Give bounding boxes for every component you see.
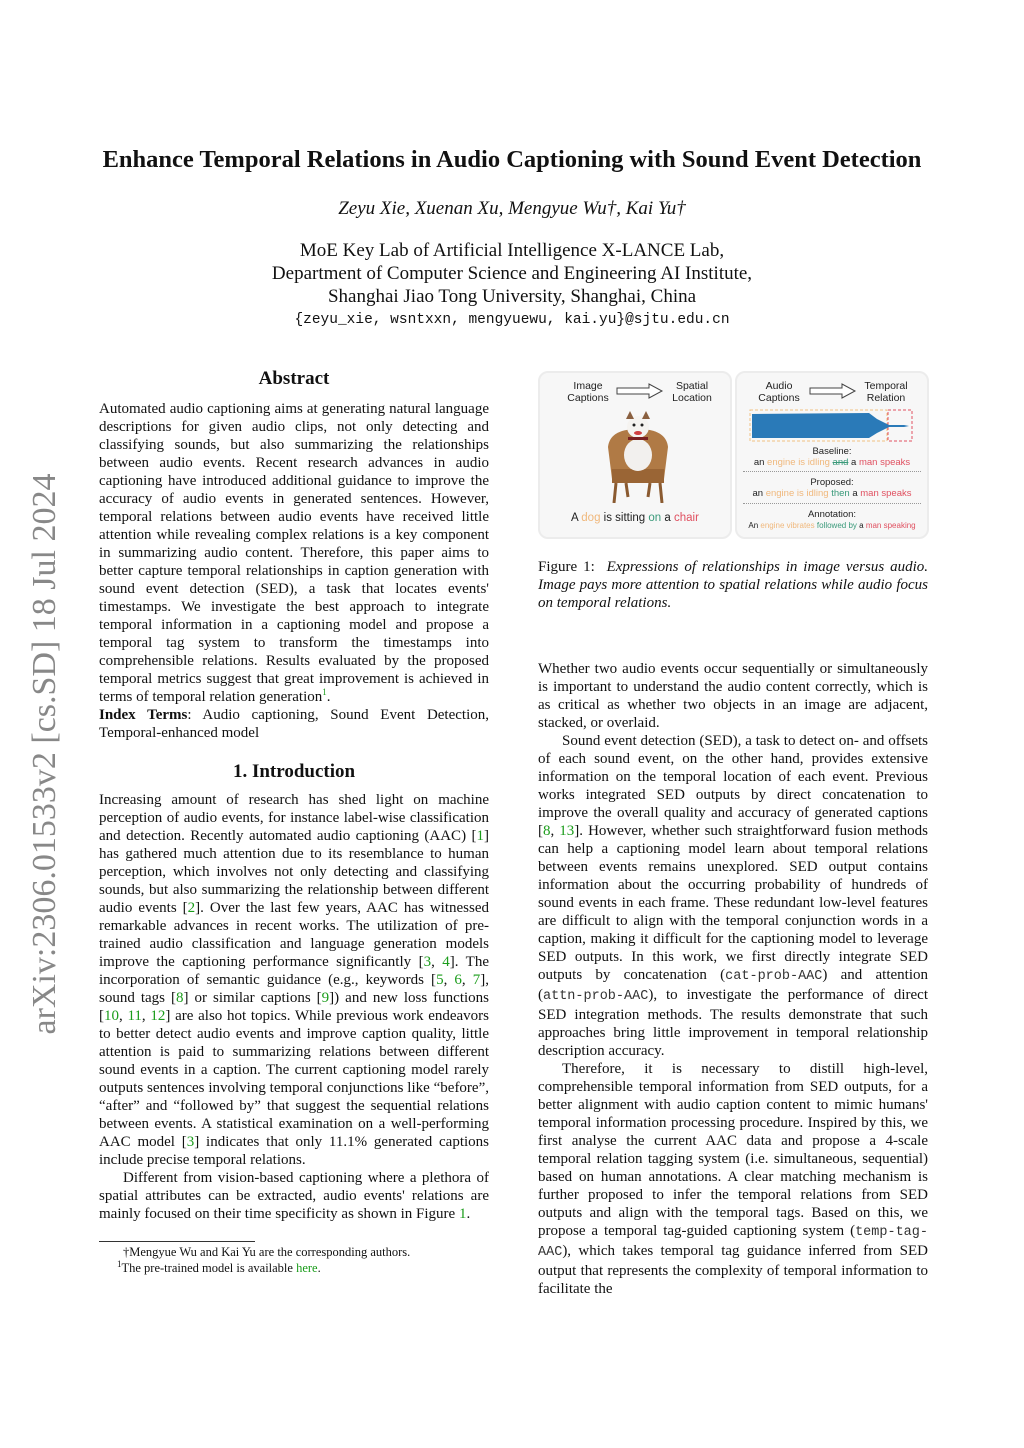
text: ] or similar captions [ [183,990,322,1006]
text: ) and attention ( [538,967,928,1003]
divider [743,503,921,504]
baseline-caption [737,457,927,468]
caption-word: an [753,457,768,468]
citation-link[interactable]: 3 [186,1134,195,1150]
text: . [326,689,331,705]
text: , [443,972,455,988]
annotation-label: Annotation: [807,509,857,520]
text: Different from vision-based captioning where a plethora of spatial attributes can be extracted, audio events' relations are mainly focused on their time specificity as shown in Figure [99,1170,489,1222]
citation-link[interactable]: 9 [321,990,330,1006]
caption-word: a [849,488,861,499]
text: ] are also hot topics. While previous work endeavors to better detect audio events and improve caption quality, little attention is paid to summarizing relations between different sound events in a caption. The current captioning model rarely outputs sentences involving temporal conjunctions like “before”, “after” and “followed by” that suggest the sequential relations between events. A statistical examination on a well-performing AAC model [ [99,1008,490,1150]
citation-link[interactable]: 8 [176,990,184,1006]
figure-caption-label: Figure 1: [538,559,595,575]
divider [743,471,921,472]
index-terms-text: : Audio captioning, Sound Event Detection, Temporal-enhanced model [99,707,490,741]
text: ]. However, whether such straightforward fusion methods can help a captioning model learn about temporal relations between events remains unexplored. SED output contains information about the occurring probability of hundreds of sound events in each frame. These redundant low-level features are difficult to align with the temporal conjunction words in a caption, making it difficult for the captioning model to leverage SED outputs. In this work, we first directly integrate SED outputs by concatenation ( [538,823,928,983]
paragraph [99,400,489,706]
paragraph [538,732,928,1060]
text: ]) and new loss functions [ [99,990,489,1024]
caption-word: followed by [816,521,857,530]
footnote-rule [99,1241,255,1242]
intro-body [99,791,489,1223]
emails: {zeyu_xie, wsntxxn, mengyuewu, kai.yu}@sjtu.edu.cn [294,312,730,328]
annotation-caption [737,521,927,530]
affiliation-line: Department of Computer Science and Engineering AI Institute, [271,263,753,284]
audio-panel [735,371,929,539]
footnote-link[interactable]: 1 [322,687,327,697]
caption-word: engine vibrates [760,521,815,530]
caption-word: a [856,521,866,530]
index-terms [99,706,489,742]
arrow-icon [809,383,857,399]
citation-link[interactable]: 2 [187,900,196,916]
text: Automated audio captioning aims at generating natural language descriptions for given audio clips, not only detecting and classifying sounds, but also summarizing the relationships between audio events. Recent research advances in audio captioning have introduced additional guidance to improve the accuracy of audio events in generated sentences. However, temporal relations between audio events have received little attention while revealing complex relations is a key component in summarizing audio content. Therefore, this paper aims to better capture temporal relationships in caption generation with sound event detection (SED), a task that locates events' timestamps. We investigate the best approach to integrate temporal information in a captioning model and propose a temporal tag system to transform the timestamps into comprehensible relations. Results evaluated by the proposed temporal metrics suggest that great improvement is achieved in terms of temporal relation generation [99,401,489,705]
caption-word: man speaking [865,521,916,530]
caption-word: engine is idling [767,457,830,468]
citation-link[interactable]: 13 [559,823,575,839]
citation-link[interactable]: 7 [472,972,481,988]
abstract-heading: Abstract [258,368,330,389]
text: , [141,1008,151,1024]
footnote-text: The pre-trained model is available [121,1261,297,1275]
citation-link[interactable]: 11 [127,1008,142,1024]
method-name: temp-tag-AAC [538,1225,928,1260]
citation-link[interactable]: 8 [543,823,551,839]
text: , [431,954,443,970]
proposed-label: Proposed: [810,477,854,488]
authors: Zeyu Xie, Xuenan Xu, Mengyue Wu†, Kai Yu† [338,198,686,219]
footnote-number: 1 [117,1258,122,1269]
caption-word: An [748,521,761,530]
caption-word: a [848,457,859,468]
caption-word: dog [581,512,601,524]
audio-waveform [749,409,917,443]
temporal-relation-label: Temporal Relation [864,380,908,404]
caption-word: engine is idling [765,488,829,499]
text: ), to investigate the performance of direct SED integration methods. The results demonstrate that such approaches bring little improvement in temporal relationship description accuracy. [538,987,928,1059]
text: ]. Over the last few years, AAC has witnessed remarkable advances in recent works. The utilization of pre-trained audio classification and language generation models improve the captioning performance significantly [ [99,900,490,970]
paragraph [538,660,928,732]
abstract-body [99,400,489,706]
text: , [550,823,560,839]
left-column [99,370,489,1223]
footnote-end: . [317,1261,321,1275]
citation-link[interactable]: 3 [423,954,432,970]
text: Sound event detection (SED), a task to detect on- and offsets of each sound event, on the other hand, provides extensive information on the temporal location of each event. Previous works integrated SED outputs by direct concatenation to improve the overall quality and accuracy of generated captions [ [538,733,928,839]
citation-link[interactable]: 6 [454,972,462,988]
caption-word: a [661,512,674,524]
citation-link[interactable]: 1 [458,1206,467,1222]
citation-link[interactable]: 12 [150,1008,166,1024]
dog-on-chair-image [604,409,672,503]
proposed-caption [737,488,927,499]
paragraph [538,1060,928,1298]
affiliation-line: MoE Key Lab of Artificial Intelligence X-LANCE Lab, [299,240,725,261]
text: ), which takes temporal tag guidance inferred from SED output that represents the complexity of temporal information to facilitate the [538,1243,928,1297]
paragraph [99,1169,489,1223]
baseline-label: Baseline: [812,446,852,457]
method-name: attn-prob-AAC [543,989,649,1004]
arxiv-stamp: arXiv:2306.01533v2 [cs.SD] 18 Jul 2024 [26,473,63,1035]
index-terms-label: Index Terms [99,707,188,723]
text: ]. The incorporation of semantic guidance (e.g., keywords [ [99,954,489,988]
figure-1 [538,371,930,541]
text: ] indicates that only 11.1% generated captions include precise temporal relations. [99,1134,489,1168]
image-captions-label: Image Captions [567,380,609,404]
text: Increasing amount of research has shed light on machine perception of audio events, for instance label-wise classification and detection. Recently automated audio captioning (AAC) [ [99,792,489,844]
caption-word: and [832,457,849,468]
method-name: cat-prob-AAC [725,969,823,984]
text: Whether two audio events occur sequentially or simultaneously is important to understand the audio content correctly, which is as critical as whether two objects in an image are adjacent, stacked, or overlaid. [538,661,928,731]
arrow-icon [616,383,664,399]
right-column [538,660,928,1298]
text: , [461,972,473,988]
text: . [466,1206,471,1222]
text: ] has gathered much attention due to its resemblance to human perception, which involves not only detecting and classifying sounds, but also summarizing the relationship between different audio events [ [99,828,489,916]
text: Therefore, it is necessary to distill high-level, comprehensible temporal information from SED outputs, for a better alignment with audio caption content to mimic humans' temporal information processing procedure. Inspired by this, we first analyse the current AAC data and propose a 4-scale temporal relation tagging system (i.e. simultaneous, sequential) based on human annotations. A clear matching mechanism is further proposed to infer the temporal relations from SED outputs and align with the temporal tags. Based on this, we propose a temporal tag-guided captioning system ( [538,1061,928,1239]
caption-word: man speaks [860,488,912,499]
caption-word: is sitting [600,512,649,524]
text: ], sound tags [ [99,972,490,1006]
citation-link[interactable]: 5 [436,972,444,988]
footnote-model [99,1260,489,1276]
citation-link[interactable]: 1 [476,828,484,844]
model-link[interactable]: here [296,1261,318,1275]
caption-word: chair [674,512,699,524]
citation-link[interactable]: 4 [442,954,450,970]
caption-word: then [831,488,850,499]
caption-word: on [648,512,662,524]
intro-heading: 1. Introduction [232,761,356,782]
citation-link[interactable]: 10 [104,1008,119,1024]
figure-caption [538,558,928,612]
caption-word: an [752,488,766,499]
paragraph [99,791,489,1169]
affiliation-line: Shanghai Jiao Tong University, Shanghai, China [327,286,697,307]
footnote-corresponding: †Mengyue Wu and Kai Yu are the corresponding authors. [123,1245,411,1259]
text: , [119,1008,128,1024]
figure-caption-text: Expressions of relationships in image versus audio. Image pays more attention to spatial relations while audio focus on temporal relations. [538,559,928,611]
paper-title: Enhance Temporal Relations in Audio Captioning with Sound Event Detection [102,146,922,173]
caption-word: man speaks [858,457,911,468]
caption-word: A [571,512,582,524]
image-panel [538,371,732,539]
audio-captions-label: Audio Captions [758,380,800,404]
spatial-location-label: Spatial Location [672,380,712,404]
image-caption-example [540,512,730,524]
